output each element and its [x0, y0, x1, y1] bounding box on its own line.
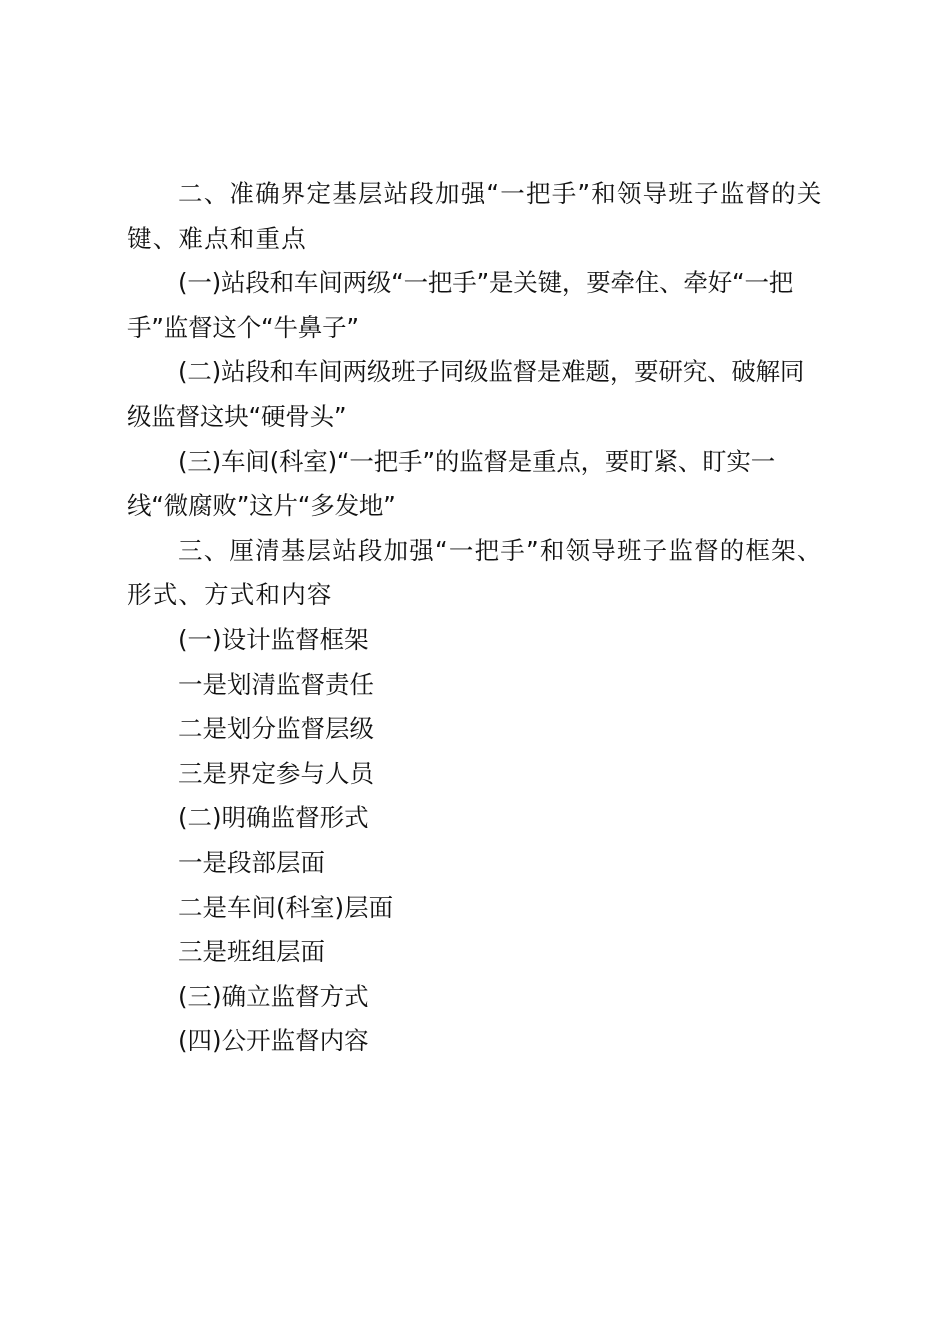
- list-item: 二是车间(科室)层面: [178, 892, 394, 922]
- section-heading-3: 三、厘清基层站段加强“一把手”和领导班子监督的框架、形式、方式和内容: [127, 535, 823, 610]
- list-item: 二是划分监督层级: [178, 714, 374, 744]
- subsection-3-1: (一)设计监督框架: [178, 624, 369, 654]
- subsection-3-4: (四)公开监督内容: [178, 1026, 369, 1056]
- subsection-3-2: (二)明确监督形式: [178, 803, 369, 833]
- section-heading-2: 二、准确界定基层站段加强“一把手”和领导班子监督的关键、难点和重点: [127, 179, 823, 253]
- subsection-2-1: (一)站段和车间两级“一把手”是关键，要牵住、牵好“一把手”监督这个“牛鼻子”: [127, 268, 794, 342]
- list-item: 一是段部层面: [178, 847, 325, 877]
- subsection-2-2: (二)站段和车间两级班子同级监督是难题，要研究、破解同级监督这块“硬骨头”: [127, 357, 805, 431]
- subsection-2-3: (三)车间(科室)“一把手”的监督是重点，要盯紧、盯实一线“微腐败”这片“多发地”: [127, 446, 776, 521]
- subsection-3-3: (三)确立监督方式: [178, 981, 369, 1011]
- list-item: 三是班组层面: [178, 937, 325, 967]
- list-item: 三是界定参与人员: [178, 758, 374, 788]
- list-item: 一是划清监督责任: [178, 669, 374, 699]
- document-body: [127, 172, 827, 1064]
